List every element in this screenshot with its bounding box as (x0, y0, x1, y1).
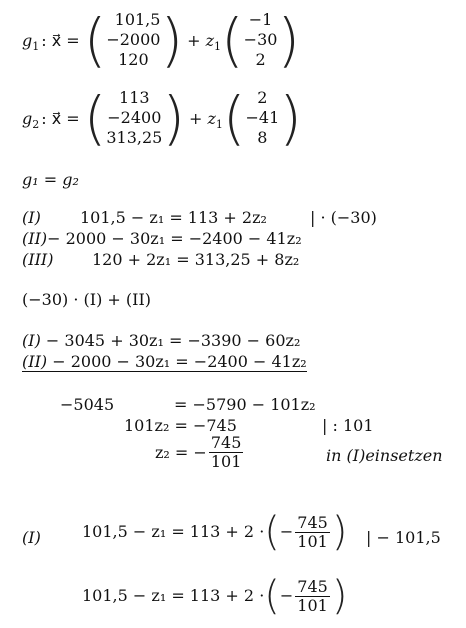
g2-support-lparen: ( (83, 84, 107, 152)
combination-step: (−30) · (I) + (II) (22, 290, 152, 309)
g2-name: $g_2$ (22, 108, 40, 131)
g2-equation (22, 86, 302, 150)
system-r3-expr: 120 + 2z₁ = 313,25 + 8z₂ (92, 250, 300, 269)
g2-dir-rparen: ) (279, 84, 302, 152)
g1-name: $g_1$ (22, 30, 40, 53)
result-step2: 101z₂ = −745 (124, 416, 237, 435)
g1-support-vector: 101,5 −2000 120 (106, 10, 161, 69)
g2-support-vector: 113 −2400 313,25 (106, 88, 163, 147)
result-step3-fraction: $\frac{745}{101}$ (210, 433, 242, 471)
g2-direction-vector: 2 −41 8 (245, 88, 280, 147)
g1-param: + $z_1$ (187, 30, 222, 53)
equality-statement: g₁ = g₂ (22, 170, 79, 189)
g1-dir-rparen: ) (277, 6, 301, 74)
subst-fraction-2: $\frac{745}{101}$ (297, 576, 328, 615)
system-r1-label: (I) (22, 208, 41, 227)
g1-dir-lparen: ( (221, 6, 244, 74)
result-step2-op: | : 101 (322, 416, 374, 435)
g2-param: + $z_1$ (188, 108, 223, 131)
g1-support-lparen: ( (83, 6, 107, 74)
g2-dir-lparen: ( (222, 84, 246, 152)
subst-fraction-1: $\frac{745}{101}$ (297, 512, 328, 551)
combined-r2: (II) − 2000 − 30z₁ = −2400 − 41z₂ (22, 352, 307, 371)
g1-equation (22, 8, 300, 72)
result-left: −5045 (60, 395, 115, 414)
combined-r1: (I) − 3045 + 30z₁ = −3390 − 60z₂ (22, 331, 301, 350)
g1-direction-vector: −1 −30 2 (243, 10, 278, 69)
g1-support-rparen: ) (160, 6, 184, 74)
subst-op: | − 101,5 (366, 528, 441, 547)
g2-support-rparen: ) (162, 84, 185, 152)
subst-line1: 101,5 − z₁ = 113 + 2 · ( − $\frac{745}{101}$ ) (82, 509, 348, 555)
system-r3-label: (III) (22, 250, 54, 269)
result-step3: z₂ = − $\frac{745}{101}$ (155, 433, 242, 471)
g2-lhs: : x⃗ = (41, 108, 80, 128)
system-r1-expr: 101,5 − z₁ = 113 + 2z₂ (80, 208, 267, 227)
subst-line2: 101,5 − z₁ = 113 + 2 · ( − $\frac{745}{101}$ ) (82, 573, 348, 619)
system-r1-op: | · (−30) (310, 208, 377, 227)
g1-lhs: : x⃗ = (41, 30, 80, 50)
result-step3-note: in (I)einsetzen (326, 446, 443, 465)
result-right: = −5790 − 101z₂ (174, 395, 316, 414)
subst-label: (I) (22, 528, 41, 547)
system-r2: (II)− 2000 − 30z₁ = −2400 − 41z₂ (22, 229, 302, 248)
